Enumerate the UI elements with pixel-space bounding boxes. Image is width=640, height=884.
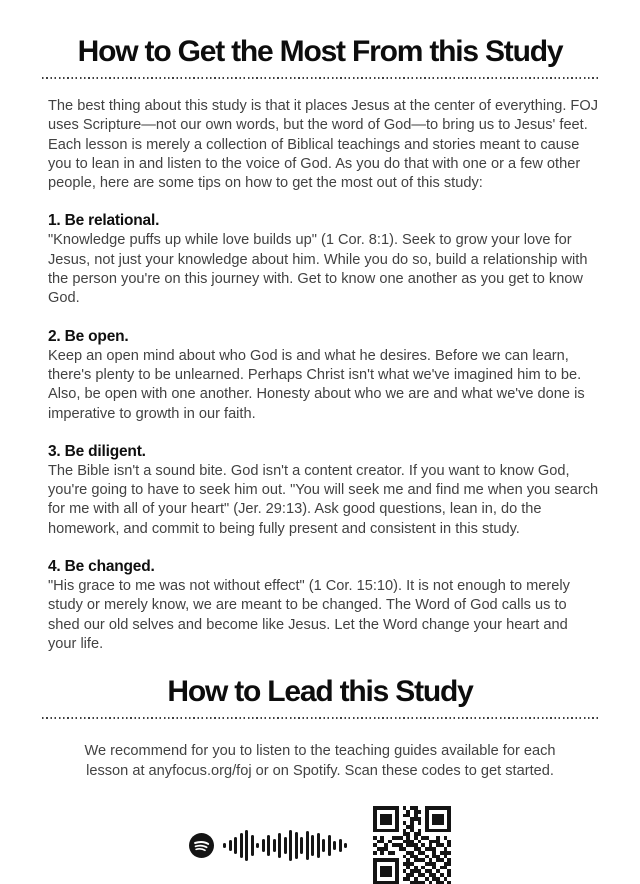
tip-heading: 1. Be relational.: [48, 212, 160, 230]
lead-paragraph: We recommend for you to listen to the teaching guides available for each lesson at anyfocus.org/foj or on Spotify. Scan these codes to get started.: [84, 743, 556, 779]
intro-paragraph: The best thing about this study is that it places Jesus at the center of everything. FOJ uses Scripture—not our own words, but the word of God—to bring us to Jesus' feet. Each lesson is merely a collection of Biblical teachings and stories meant to cause you to lean in and listen to the voice of God. As you do that with one or a few other people, here are some tips on how to get the most out of this study:: [48, 98, 598, 192]
dotted-divider-top: [42, 77, 598, 79]
tip-section-relational: [40, 212, 600, 308]
tip-body: "Knowledge puffs up while love builds up" (1 Cor. 8:1). Seek to grow your love for Jesus, not just your knowledge about him. While you do so, build a relationship with the person you're on this journey with. Get to know one another as you get to know God.: [48, 232, 588, 307]
dotted-divider-bottom: [42, 717, 598, 719]
tip-section-changed: [40, 558, 600, 654]
tip-heading: 4. Be changed.: [48, 558, 155, 576]
qr-code-icon: [373, 806, 451, 884]
tip-body: The Bible isn't a sound bite. God isn't a content creator. If you want to know God, you're going to have to seek him out. "You will seek me and find me when you search for me with all of your heart" (Jer. 29:13). Ask good questions, lean in, do the homework, and commit to being fully present and consistent in this study.: [48, 462, 599, 537]
spotify-scan-code: [189, 826, 347, 864]
tip-heading: 3. Be diligent.: [48, 442, 146, 460]
page-title-get-the-most: How to Get the Most From this Study: [77, 35, 563, 68]
tip-body: "His grace to me was not without effect" (1 Cor. 15:10). It is not enough to merely study or merely know, we are meant to be changed. The Word of God calls us to shed our old selves and become like Jesus. Let the Word change your heart and your life.: [48, 578, 570, 652]
tip-heading: 2. Be open.: [48, 327, 129, 345]
tip-section-open: [40, 328, 600, 424]
tip-section-diligent: [40, 443, 600, 539]
spotify-logo-icon: [189, 833, 214, 858]
spotify-code-bars: [223, 826, 347, 864]
tip-body: Keep an open mind about who God is and what he desires. Before we can learn, there's plenty to be unlearned. Perhaps Christ isn't what we've imagined him to be. Also, be open with one another. Honesty about who we are and what we've done is imperative to growth in our faith.: [48, 347, 585, 422]
page-title-lead-study: How to Lead this Study: [167, 675, 473, 709]
scan-codes-row: [40, 806, 600, 884]
